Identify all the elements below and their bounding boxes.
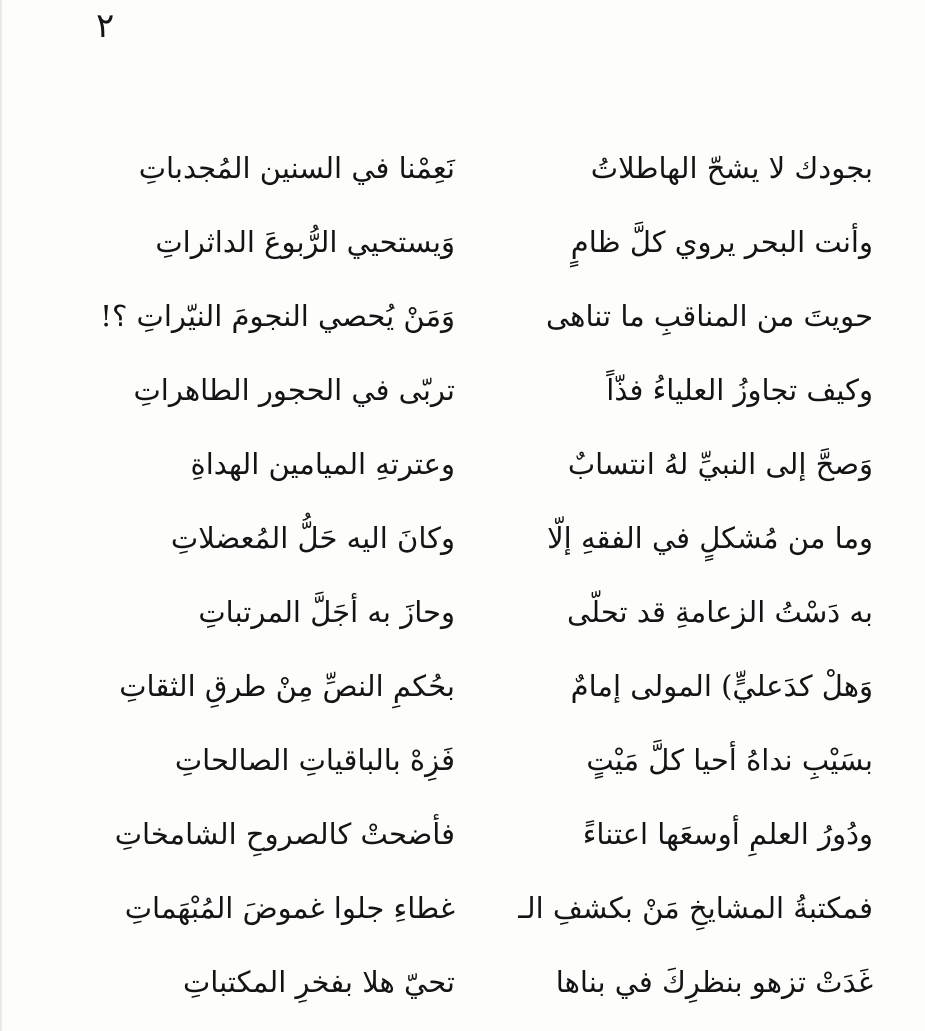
verse-12 xyxy=(0,952,925,1026)
verse-10 xyxy=(0,804,925,878)
verse-8 xyxy=(0,656,925,730)
verse-second-hemistich: وَمَنْ يُحصي النجومَ النيّراتِ ؟! xyxy=(100,299,455,333)
verse-second-hemistich: فَزِهْ بالباقياتِ الصالحاتِ xyxy=(174,743,455,777)
verse-second-hemistich: بحُكمِ النصِّ مِنْ طرقِ الثقاتِ xyxy=(119,669,455,703)
verse-7 xyxy=(0,582,925,656)
verse-second-hemistich: تحيّ هلا بفخرِ المكتباتِ xyxy=(183,965,455,999)
verse-3 xyxy=(0,286,925,360)
verse-first-hemistich: وكيف تجاوزُ العلياءُ فذّاً xyxy=(606,373,873,407)
poem xyxy=(0,138,925,1026)
verse-first-hemistich: وأنت البحر يروي كلَّ ظامٍ xyxy=(570,225,873,259)
verse-11 xyxy=(0,878,925,952)
page-number: ٢ xyxy=(96,6,115,46)
verse-first-hemistich: وَصحَّ إلى النبيِّ لهُ انتسابٌ xyxy=(567,447,873,481)
verse-first-hemistich: فمكتبةُ المشايخِ مَنْ بكشفِ الـ xyxy=(518,891,873,925)
verse-first-hemistich: وما من مُشكلٍ في الفقهِ إلّا xyxy=(547,521,873,555)
verse-6 xyxy=(0,508,925,582)
verse-second-hemistich: وعترتهِ الميامين الهداةِ xyxy=(190,447,455,481)
verse-2 xyxy=(0,212,925,286)
verse-4 xyxy=(0,360,925,434)
verse-second-hemistich: وَيستحيي الرُّبوعَ الداثراتِ xyxy=(155,225,455,259)
verse-first-hemistich: وَهلْ كدَعليٍّ) المولى إمامٌ xyxy=(570,669,873,703)
verse-5 xyxy=(0,434,925,508)
verse-second-hemistich: نَعِمْنا في السنين المُجدباتِ xyxy=(138,151,455,185)
verse-second-hemistich: وكانَ اليه حَلُّ المُعضلاتِ xyxy=(170,521,455,555)
verse-first-hemistich: به دَسْتُ الزعامةِ قد تحلّى xyxy=(567,595,873,629)
verse-second-hemistich: فأضحتْ كالصروحِ الشامخاتِ xyxy=(114,817,455,851)
verse-first-hemistich: حويتَ من المناقبِ ما تناهى xyxy=(545,299,873,333)
verse-first-hemistich: بجودك لا يشحّ الهاطلاتُ xyxy=(590,151,873,185)
verse-9 xyxy=(0,730,925,804)
verse-first-hemistich: ودُورُ العلمِ أوسعَها اعتناءً xyxy=(582,817,873,851)
verse-second-hemistich: غطاءِ جلوا غموضَ المُبْهَماتِ xyxy=(124,891,455,925)
verse-second-hemistich: تربّى في الحجور الطاهراتِ xyxy=(133,373,455,407)
verse-first-hemistich: غَدَتْ تزهو بنظرِكَ في بناها xyxy=(555,965,873,999)
verse-1 xyxy=(0,138,925,212)
verse-first-hemistich: بسَيْبِ نداهُ أحيا كلَّ مَيْتٍ xyxy=(586,743,873,777)
verse-second-hemistich: وحازَ به أجَلَّ المرتباتِ xyxy=(198,595,455,629)
